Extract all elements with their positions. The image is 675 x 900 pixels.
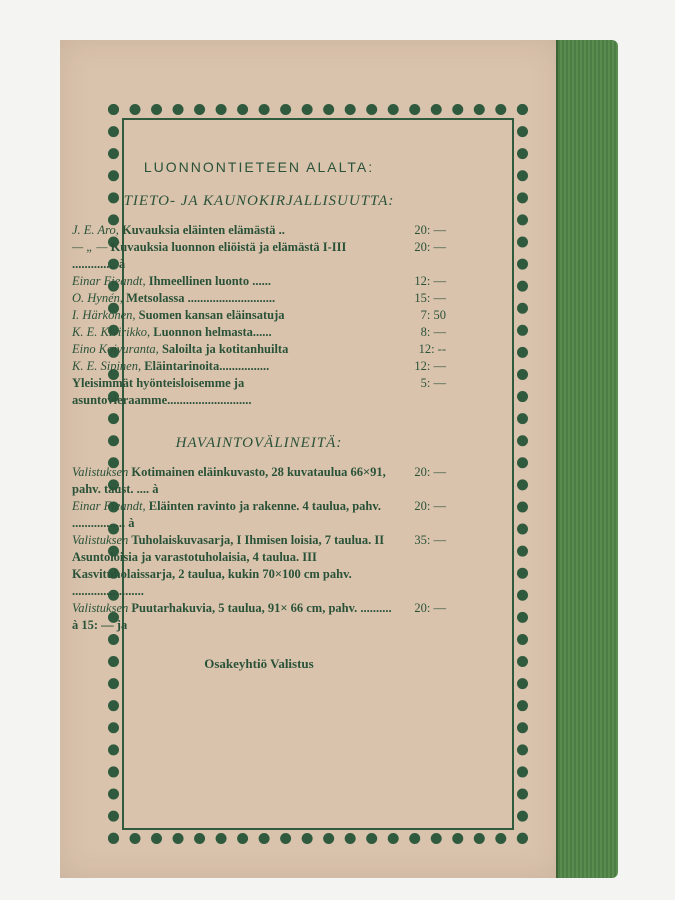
item-author: K. E. Sipinen,	[72, 359, 142, 373]
list-item	[72, 532, 446, 600]
item-title: Yleisimmät hyönteisloisemme ja asuntovieraamme...........................	[72, 376, 252, 407]
list-item	[72, 324, 446, 341]
item-author: — „ —	[72, 240, 108, 254]
teaching-aids-list	[72, 464, 446, 634]
list-item	[72, 375, 446, 409]
item-title: Luonnon helmasta......	[153, 325, 272, 339]
list-item	[72, 290, 446, 307]
publisher: Osakeyhtiö Valistus	[204, 656, 314, 671]
item-author: Valistuksen	[72, 533, 129, 547]
item-price: 20: —	[414, 240, 446, 254]
item-price: 20: —	[414, 499, 446, 513]
item-title: Tuholaiskuvasarja, I Ihmisen loisia, 7 taulua. II Asuntoloisia ja varastotuholaisia, 4 taulua. III Kasvituholaissarja, 2 taulua, kukin 70×100 cm pahv. .......................	[72, 533, 385, 598]
list-item	[72, 464, 446, 498]
item-price: 12: —	[414, 359, 446, 373]
list-item	[72, 273, 446, 290]
list-item	[72, 358, 446, 375]
item-title: Kuvauksia luonnon eliöistä ja elämästä I-III .............. à	[72, 240, 347, 271]
item-title: Suomen kansan eläinsatuja	[138, 308, 285, 322]
item-title: Kuvauksia eläinten elämästä ..	[122, 223, 285, 237]
item-author: J. E. Aro,	[72, 223, 119, 237]
item-title: Eläinten ravinto ja rakenne. 4 taulua, pahv. ................. à	[72, 499, 382, 530]
item-author: O. Hynén,	[72, 291, 124, 305]
item-title: Metsolassa ............................	[126, 291, 276, 305]
cover-text	[72, 115, 446, 672]
item-author: Valistuksen	[72, 601, 129, 615]
list-item	[72, 307, 446, 324]
item-author: Einar Fieandt,	[72, 499, 146, 513]
item-price: 5: —	[420, 376, 446, 390]
item-price: 15: —	[414, 291, 446, 305]
item-price: 20: —	[414, 465, 446, 479]
item-author: Einar Fieandt,	[72, 274, 146, 288]
item-price: 35: —	[414, 533, 446, 547]
list-item	[72, 222, 446, 239]
item-price: 20: —	[414, 223, 446, 237]
item-title: Saloilta ja kotitanhuilta	[161, 342, 289, 356]
item-price: 8: —	[420, 325, 446, 339]
item-author: Eino Koivuranta,	[72, 342, 159, 356]
item-price: 7: 50	[420, 308, 446, 322]
item-author: K. E. Kivirikko,	[72, 325, 151, 339]
literature-list	[72, 222, 446, 409]
item-author: Valistuksen	[72, 465, 129, 479]
list-item	[72, 239, 446, 273]
book-spine	[556, 40, 618, 878]
list-item	[72, 600, 446, 634]
item-title: Puutarhakuvia, 5 taulua, 91× 66 cm, pahv. .......... à 15: — ja	[72, 601, 392, 632]
section-heading-literature: TIETO- JA KAUNOKIRJALLISUUTTA:	[123, 193, 395, 209]
list-item	[72, 498, 446, 532]
item-author: I. Härkönen,	[72, 308, 136, 322]
item-price: 12: —	[414, 274, 446, 288]
page-title: LUONNONTIETEEN ALALTA:	[143, 159, 375, 175]
section-heading-aids: HAVAINTOVÄLINEITÄ:	[175, 435, 343, 451]
item-title: Eläintarinoita................	[144, 359, 270, 373]
item-title: Kotimainen eläinkuvasto, 28 kuvataulua 66×91, pahv. taust. .... à	[72, 465, 386, 496]
list-item	[72, 341, 446, 358]
item-price: 12: --	[418, 342, 446, 356]
item-price: 20: —	[414, 601, 446, 615]
item-title: Ihmeellinen luonto ......	[148, 274, 271, 288]
